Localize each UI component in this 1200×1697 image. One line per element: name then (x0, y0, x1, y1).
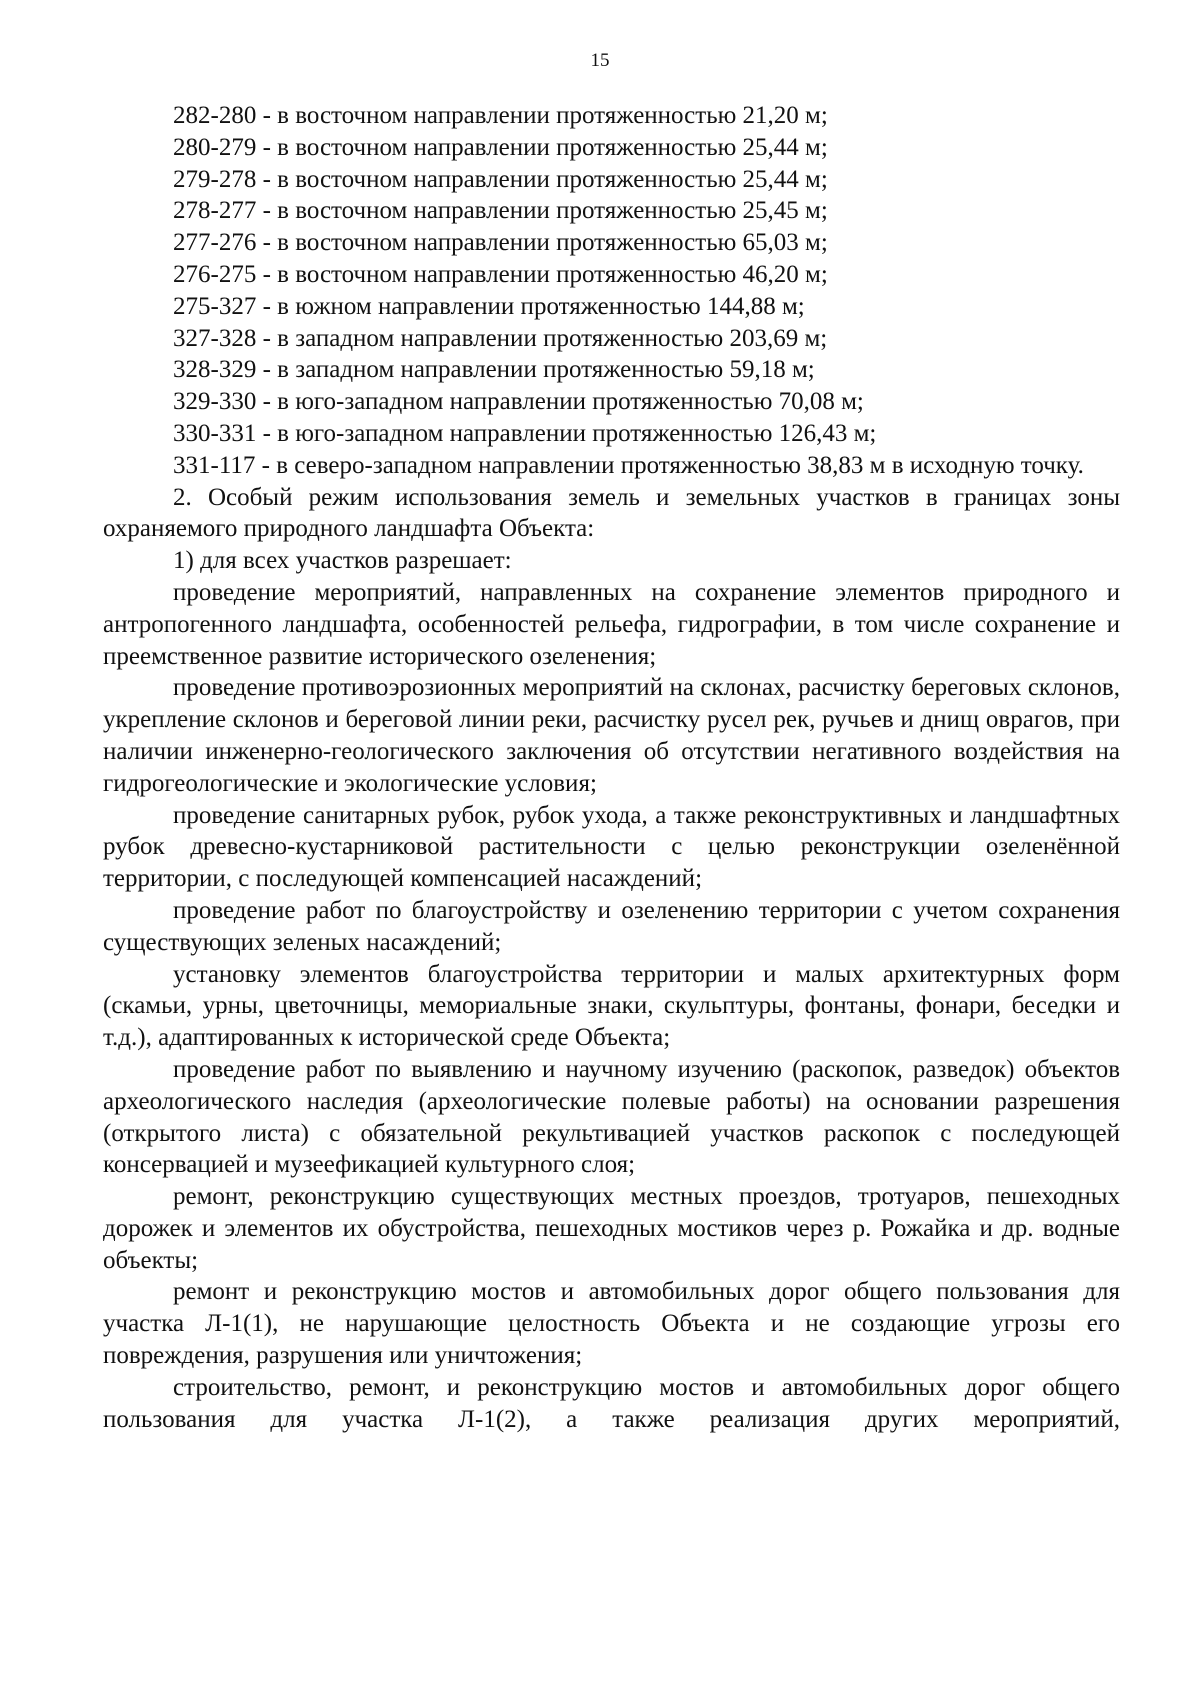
permitted-activity-paragraph: проведение санитарных рубок, рубок ухода, а также реконструктивных и ландшафтных рубок древесно-кустарниковой растительности с целью реконструкции озеленённой территории, с последующей компенсацией насаждений; (103, 801, 1120, 893)
boundary-segment: 328-329 - в западном направлении протяженностью 59,18 м; (173, 356, 815, 384)
permitted-activity-paragraph: проведение противоэрозионных мероприятий на склонах, расчистку береговых склонов, укрепление склонов и береговой линии реки, расчистку русел рек, ручьев и днищ оврагов, при наличии инженерно-геологического заключения об отсутствии негативного воздействия на гидрогеологические и экологические условия; (103, 674, 1120, 797)
document-body (103, 100, 1120, 1435)
boundary-segment: 329-330 - в юго-западном направлении протяженностью 70,08 м; (173, 388, 864, 416)
permitted-activity-paragraph: проведение работ по благоустройству и озеленению территории с учетом сохранения существующих зеленых насаждений; (103, 896, 1120, 956)
boundary-segment-list (103, 100, 1120, 482)
permitted-activity-paragraph: ремонт и реконструкцию мостов и автомобильных дорог общего пользования для участка Л-1(1), не нарушающие целостность Объекта и не создающие угрозы его повреждения, разрушения или уничтожения; (103, 1278, 1120, 1370)
subsection-paragraph: 1) для всех участков разрешает: (173, 547, 512, 575)
boundary-segment: 331-117 - в северо-западном направлении протяженностью 38,83 м в исходную точку. (173, 451, 1084, 479)
permitted-activity-paragraph: ремонт, реконструкцию существующих местных проездов, тротуаров, пешеходных дорожек и элементов их обустройства, пешеходных мостиков через р. Рожайка и др. водные объекты; (103, 1183, 1120, 1274)
permitted-activity-paragraph: установку элементов благоустройства территории и малых архитектурных форм (скамьи, урны, цветочницы, мемориальные знаки, скульптуры, фонтаны, фонари, беседки и т.д.), адаптированных к исторической среде Объекта; (103, 960, 1120, 1052)
boundary-segment: 279-278 - в восточном направлении протяженностью 25,44 м; (173, 165, 828, 193)
boundary-segment: 282-280 - в восточном направлении протяженностью 21,20 м; (173, 102, 828, 129)
page-number: 15 (590, 50, 610, 71)
boundary-segment: 276-275 - в восточном направлении протяженностью 46,20 м; (173, 260, 828, 288)
permitted-activity-paragraph: проведение работ по выявлению и научному изучению (раскопок, разведок) объектов археологического наследия (археологические полевые работы) на основании разрешения (открытого листа) с обязательной рекультивацией участков раскопок с последующей консервацией и музеефикацией культурного слоя; (103, 1055, 1120, 1179)
boundary-segment: 280-279 - в восточном направлении протяженностью 25,44 м; (173, 133, 828, 161)
permitted-activity-paragraph: строительство, ремонт, и реконструкцию мостов и автомобильных дорог общего пользования для участка Л-1(2), а также реализация других мероприятий, (103, 1373, 1120, 1433)
boundary-segment: 277-276 - в восточном направлении протяженностью 65,03 м; (173, 229, 828, 257)
boundary-segment: 330-331 - в юго-западном направлении протяженностью 126,43 м; (173, 419, 877, 447)
boundary-segment: 327-328 - в западном направлении протяженностью 203,69 м; (173, 324, 828, 352)
permitted-activity-paragraph: проведение мероприятий, направленных на сохранение элементов природного и антропогенного ландшафта, особенностей рельефа, гидрографии, в том числе сохранение и преемственное развитие исторического озеленения; (103, 578, 1120, 670)
boundary-segment: 275-327 - в южном направлении протяженностью 144,88 м; (173, 292, 805, 320)
section-heading-paragraph: 2. Особый режим использования земель и земельных участков в границах зоны охраняемого природного ландшафта Объекта: (103, 483, 1120, 543)
boundary-segment: 278-277 - в восточном направлении протяженностью 25,45 м; (173, 197, 828, 225)
